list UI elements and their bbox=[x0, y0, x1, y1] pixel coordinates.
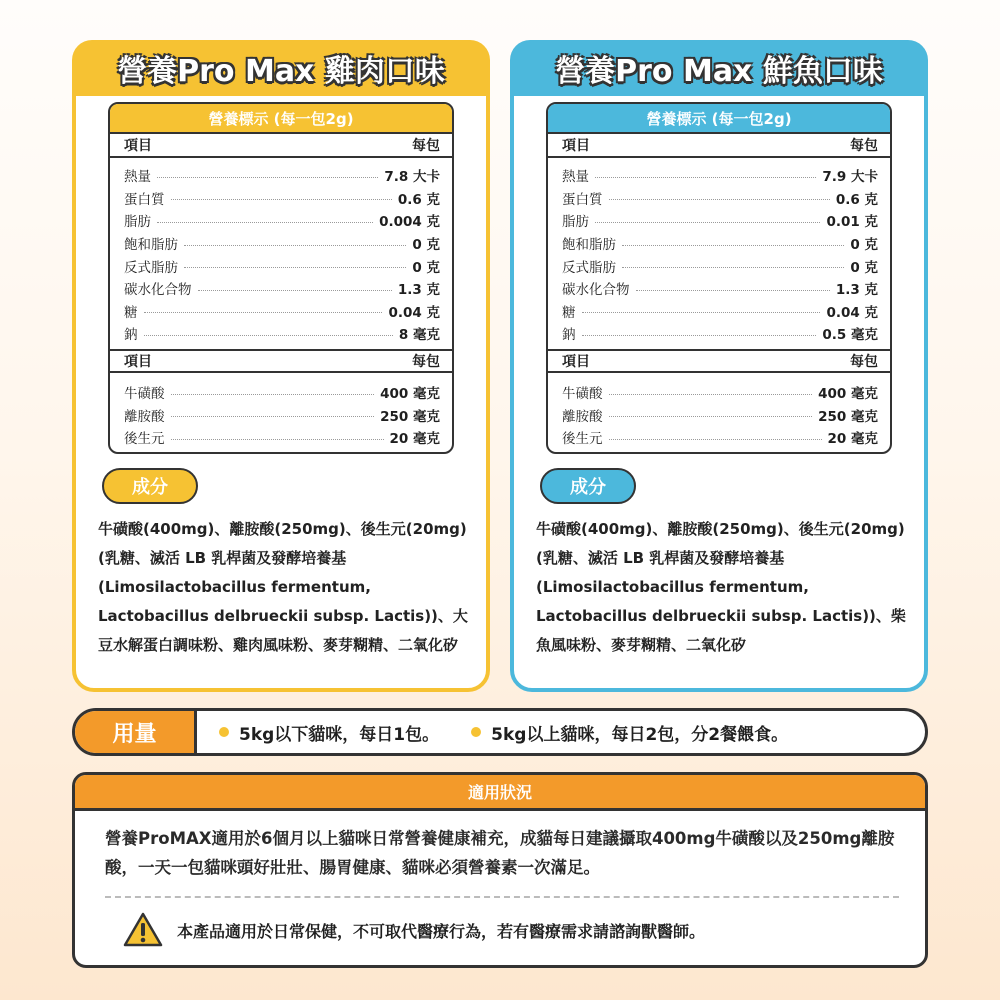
nutrient-row: 蛋白質 0.6 克 bbox=[124, 191, 440, 208]
nutrient-row: 碳水化合物 1.3 克 bbox=[124, 282, 440, 299]
nutrient-row: 反式脂肪 0 克 bbox=[124, 259, 440, 276]
nutrient-list bbox=[110, 158, 452, 345]
ingredients-badge: 成分 bbox=[102, 468, 198, 504]
bullet-dot-icon bbox=[471, 727, 481, 737]
extras-list bbox=[548, 381, 890, 449]
nutrient-row: 蛋白質 0.6 克 bbox=[562, 191, 878, 208]
extras-header-row bbox=[110, 349, 452, 373]
nutrient-row: 脂肪 0.01 克 bbox=[562, 214, 878, 231]
nutrient-row: 鈉 0.5 毫克 bbox=[562, 327, 878, 344]
warning-note bbox=[75, 898, 925, 948]
dosage-label: 用量 bbox=[75, 711, 197, 753]
extra-row: 後生元 20 毫克 bbox=[562, 431, 878, 448]
bullet-dot-icon bbox=[219, 727, 229, 737]
extra-row: 離胺酸 250 毫克 bbox=[562, 408, 878, 425]
nutrient-row: 熱量 7.8 大卡 bbox=[124, 169, 440, 186]
nutrition-label-title: 營養標示 (每一包2g) bbox=[110, 104, 452, 134]
ingredients-text: 牛磺酸(400mg)、離胺酸(250mg)、後生元(20mg)(乳糖、滅活 LB 乳桿菌及發酵培養基(Limosilactobacillus fermentum, Lactobacillus delbrueckii subsp. Lactis))、大豆水解蛋白調味粉、雞肉風味粉、麥芽糊精、二氧化矽 bbox=[98, 520, 468, 654]
header-item: 項目 bbox=[124, 353, 152, 370]
header-item: 項目 bbox=[562, 353, 590, 370]
panel-title: 營養Pro Max 雞肉口味 bbox=[72, 40, 490, 96]
nutrient-row: 糖 0.04 克 bbox=[562, 304, 878, 321]
usage-title: 適用狀況 bbox=[75, 775, 925, 811]
chicken-flavor-panel bbox=[72, 44, 490, 692]
header-item: 項目 bbox=[124, 138, 152, 154]
usage-description: 營養ProMAX適用於6個月以上貓咪日常營養健康補充，成貓每日建議攝取400mg牛磺酸以及250mg離胺酸，一天一包貓咪頭好壯壯、腸胃健康、貓咪必須營養素一次滿足。 bbox=[105, 829, 895, 877]
nutrition-label bbox=[546, 102, 892, 454]
nutrient-row: 熱量 7.9 大卡 bbox=[562, 169, 878, 186]
nutrient-row: 反式脂肪 0 克 bbox=[562, 259, 878, 276]
usage-box bbox=[72, 772, 928, 968]
nutrient-row: 飽和脂肪 0 克 bbox=[124, 237, 440, 254]
header-item: 項目 bbox=[562, 138, 590, 154]
extra-row: 牛磺酸 400 毫克 bbox=[124, 386, 440, 403]
header-per-pack: 每包 bbox=[412, 353, 440, 370]
dosage-items bbox=[197, 720, 788, 745]
extras-list bbox=[110, 381, 452, 449]
panel-title: 營養Pro Max 鮮魚口味 bbox=[510, 40, 928, 96]
nutrient-row: 脂肪 0.004 克 bbox=[124, 214, 440, 231]
nutrient-row: 鈉 8 毫克 bbox=[124, 327, 440, 344]
dosage-item: 5kg以下貓咪，每日1包。 bbox=[219, 720, 439, 745]
extra-row: 離胺酸 250 毫克 bbox=[124, 408, 440, 425]
nutrient-row: 糖 0.04 克 bbox=[124, 304, 440, 321]
nutrient-row: 飽和脂肪 0 克 bbox=[562, 237, 878, 254]
nutrition-label-title: 營養標示 (每一包2g) bbox=[548, 104, 890, 134]
ingredients-badge: 成分 bbox=[540, 468, 636, 504]
nutrition-header-row bbox=[110, 134, 452, 158]
extra-row: 牛磺酸 400 毫克 bbox=[562, 386, 878, 403]
dosage-item: 5kg以上貓咪，每日2包，分2餐餵食。 bbox=[471, 720, 788, 745]
fish-flavor-panel bbox=[510, 44, 928, 692]
extra-row: 後生元 20 毫克 bbox=[124, 431, 440, 448]
nutrition-label bbox=[108, 102, 454, 454]
header-per-pack: 每包 bbox=[850, 353, 878, 370]
nutrition-header-row bbox=[548, 134, 890, 158]
header-per-pack: 每包 bbox=[850, 138, 878, 154]
nutrient-row: 碳水化合物 1.3 克 bbox=[562, 282, 878, 299]
warning-triangle-icon bbox=[123, 912, 163, 948]
extras-header-row bbox=[548, 349, 890, 373]
nutrient-list bbox=[548, 158, 890, 345]
warning-text: 本產品適用於日常保健，不可取代醫療行為，若有醫療需求請諮詢獸醫師。 bbox=[177, 921, 706, 941]
ingredients-text: 牛磺酸(400mg)、離胺酸(250mg)、後生元(20mg)(乳糖、滅活 LB 乳桿菌及發酵培養基(Limosilactobacillus fermentum, Lactobacillus delbrueckii subsp. Lactis))、柴魚風味粉、麥芽糊精、二氧化矽 bbox=[536, 520, 906, 654]
header-per-pack: 每包 bbox=[412, 138, 440, 154]
dosage-bar bbox=[72, 708, 928, 756]
